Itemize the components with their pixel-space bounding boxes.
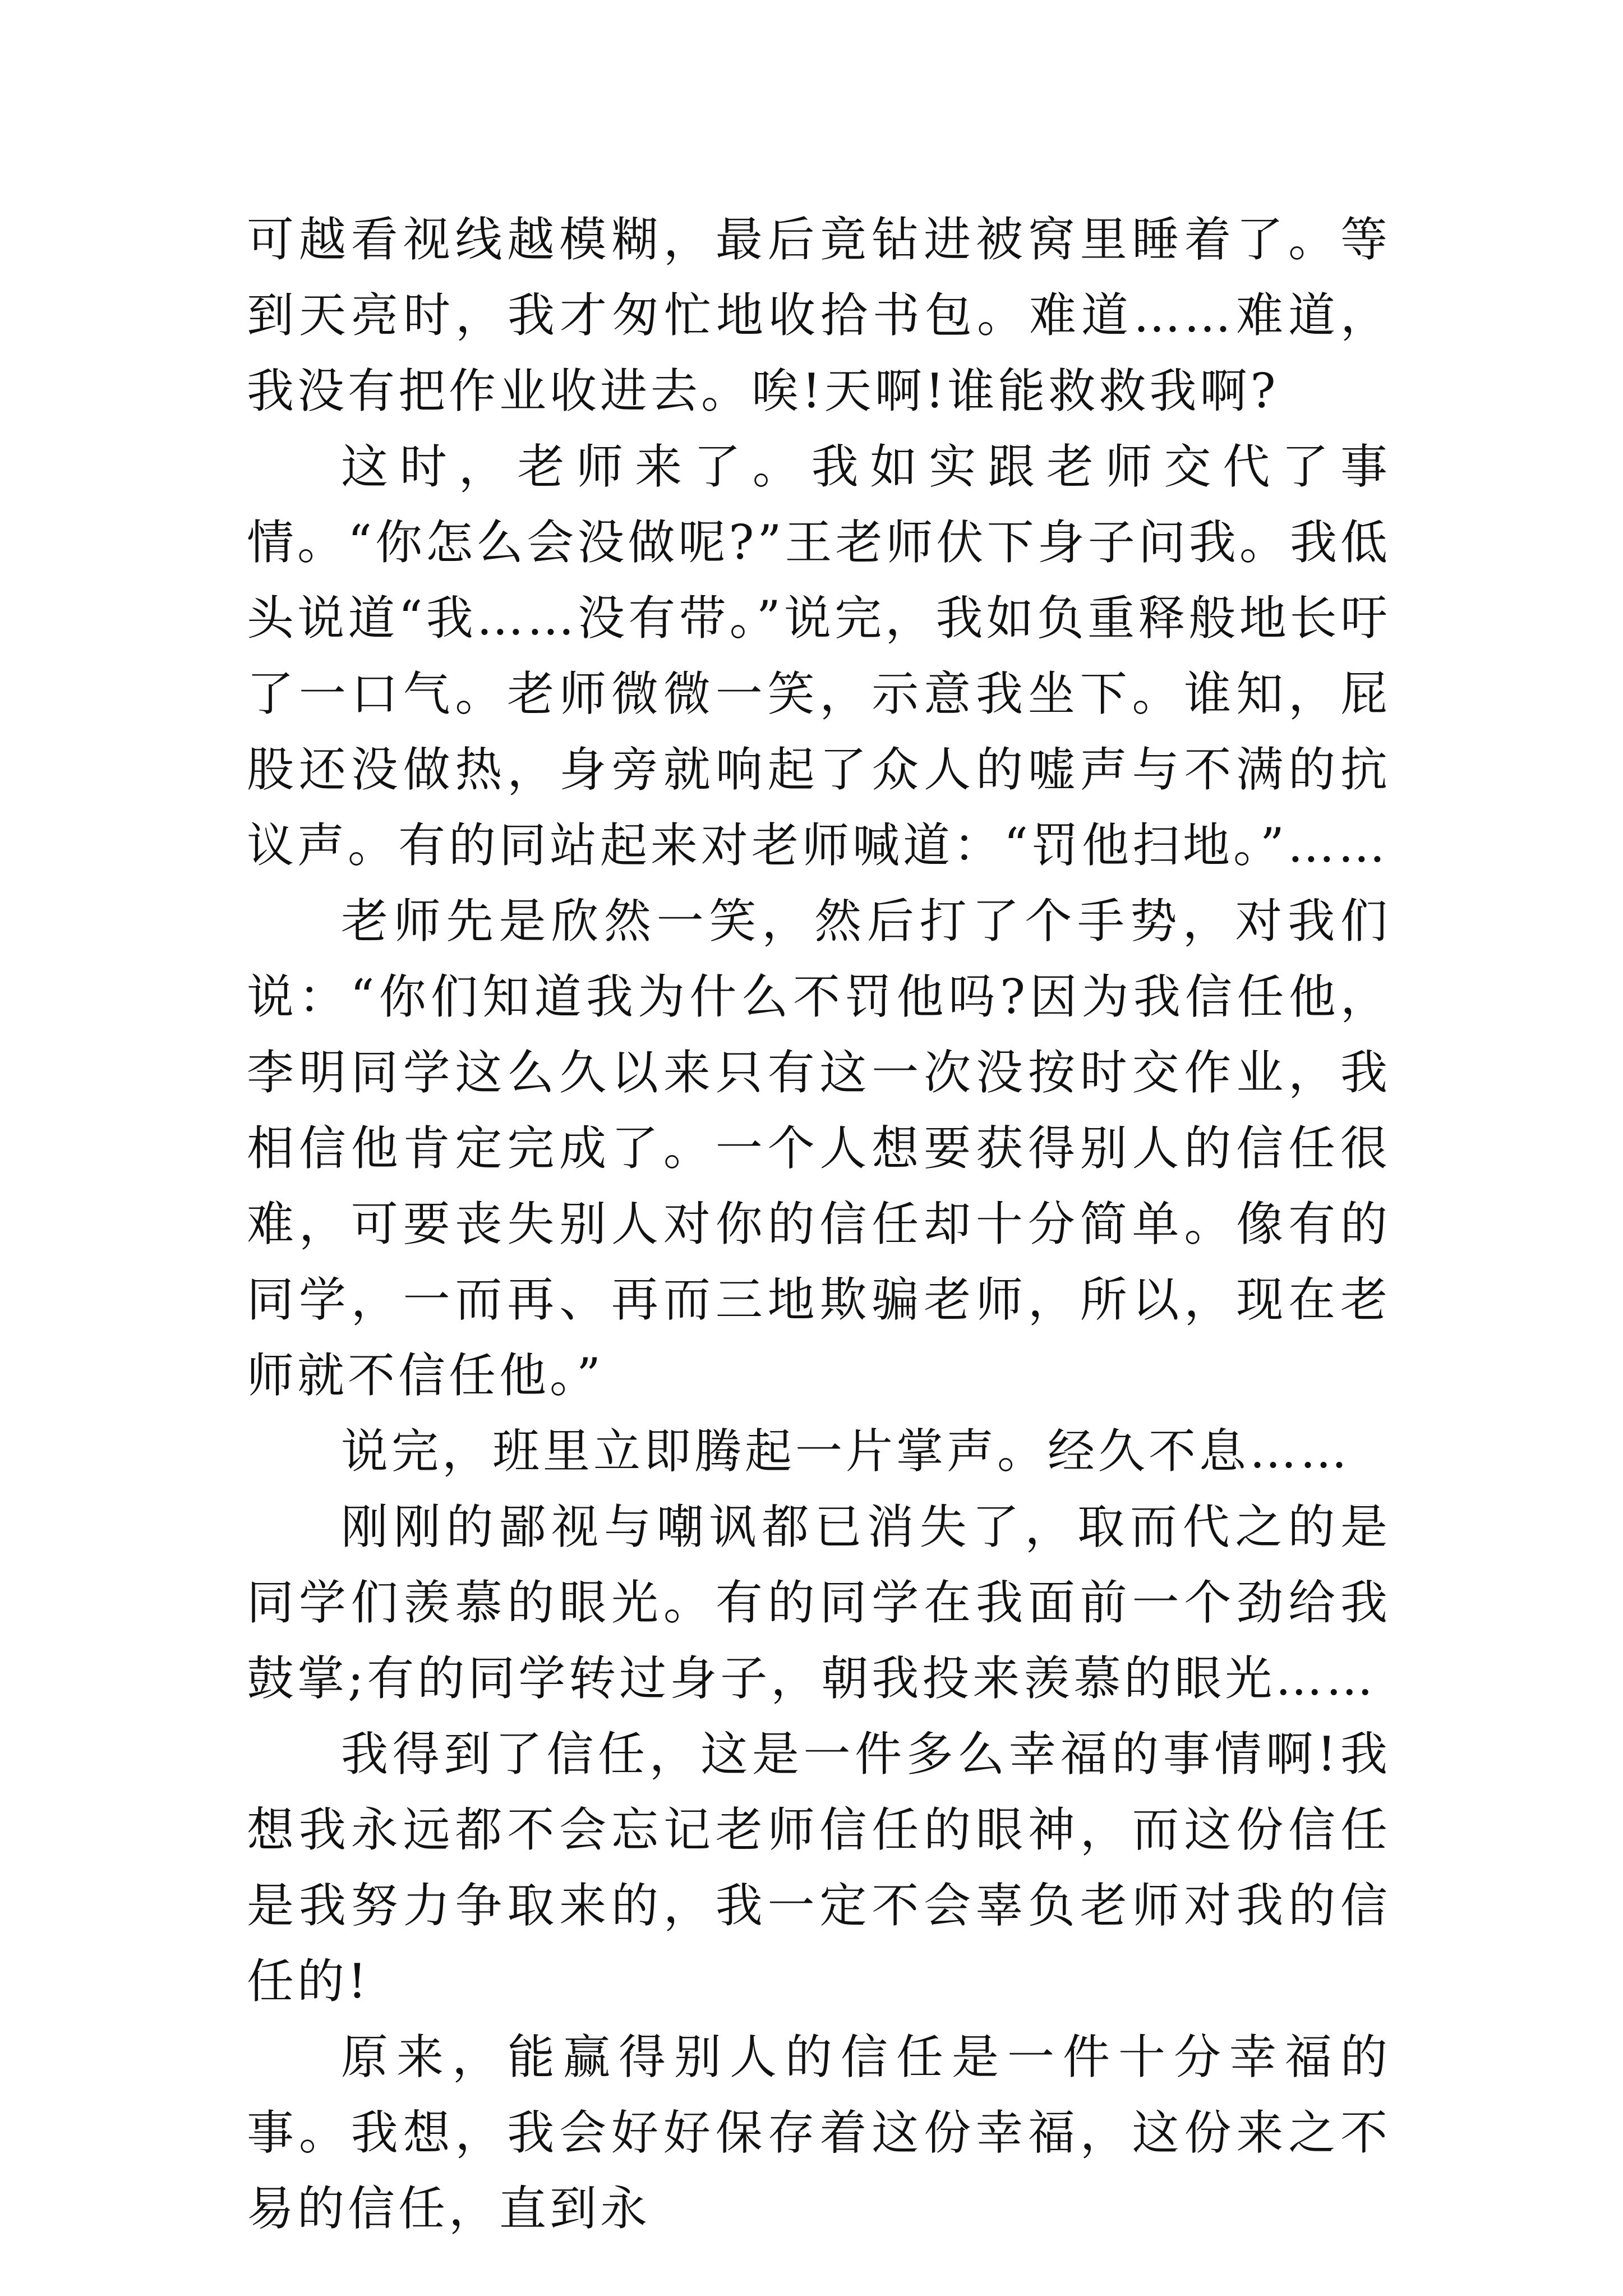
document-body <box>247 202 1391 2247</box>
paragraph-3: 老师先是欣然一笑，然后打了个手势，对我们说：“你们知道我为什么不罚他吗?因为我信任他，李明同学这么久以来只有这一次没按时交作业，我相信他肯定完成了。一个人想要获得别人的信任很难，可要丧失别人对你的信任却十分简单。像有的同学，一而再、再而三地欺骗老师，所以，现在老师就不信任他。” <box>247 894 1391 1403</box>
paragraph-4: 说完，班里立即腾起一片掌声。经久不息…… <box>341 1424 1351 1479</box>
paragraph-2: 这时，老师来了。我如实跟老师交代了事情。“你怎么会没做呢?”王老师伏下身子问我。我低头说道“我……没有带。”说完，我如负重释般地长吁了一口气。老师微微一笑，示意我坐下。谁知，屁股还没做热，身旁就响起了众人的嘘声与不满的抗议声。有的同站起来对老师喊道：“罚他扫地。”…… <box>247 439 1391 873</box>
paragraph-7: 原来，能赢得别人的信任是一件十分幸福的事。我想，我会好好保存着这份幸福，这份来之不易的信任，直到永 <box>247 2030 1391 2236</box>
paragraph-5: 刚刚的鄙视与嘲讽都已消失了，取而代之的是同学们羡慕的眼光。有的同学在我面前一个劲给我鼓掌;有的同学转过身子，朝我投来羡慕的眼光…… <box>247 1499 1391 1706</box>
paragraph-6: 我得到了信任，这是一件多么幸福的事情啊!我想我永远都不会忘记老师信任的眼神，而这份信任是我努力争取来的，我一定不会辜负老师对我的信任的! <box>247 1727 1391 2009</box>
paragraph-1: 可越看视线越模糊，最后竟钻进被窝里睡着了。等到天亮时，我才匆忙地收拾书包。难道……难道，我没有把作业收进去。唉!天啊!谁能救救我啊? <box>247 212 1391 418</box>
